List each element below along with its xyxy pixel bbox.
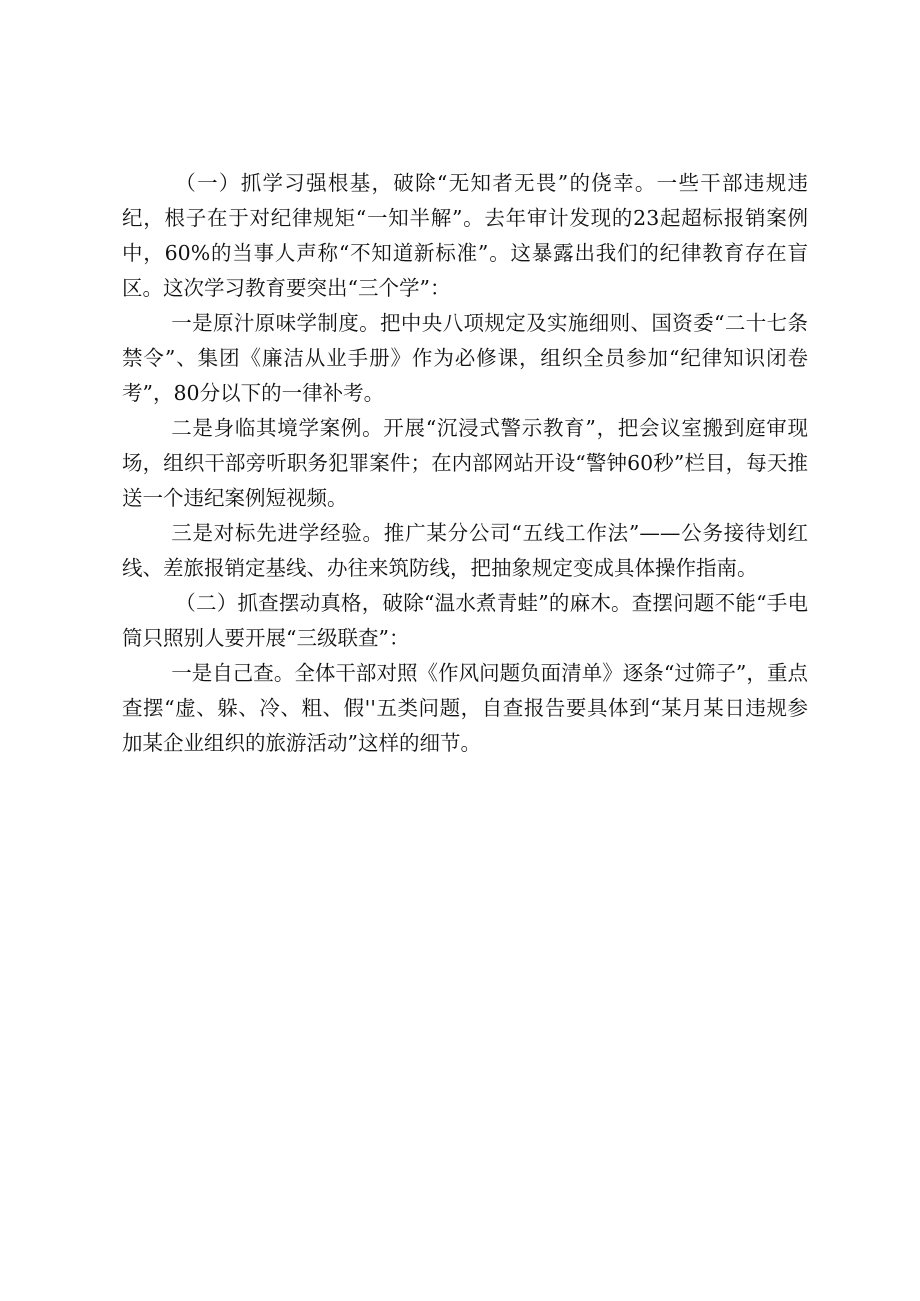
section-one-paragraph: （一）抓学习强根基，破除“无知者无畏”的侥幸。一些干部违规违纪，根子在于对纪律规矩“一知半解”。去年审计发现的23起超标报销案例中，60%的当事人声称“不知道新标准”。这暴露出我们的纪律教育存在盲区。这次学习教育要突出“三个学”： [122,171,808,300]
study-item-one-paragraph: 一是原汁原味学制度。把中央八项规定及实施细则、国资委“二十七条禁令”、集团《廉洁从业手册》作为必修课，组织全员参加“纪律知识闭卷考”，80分以下的一律补考。 [122,311,808,405]
section-two-paragraph: （二）抓查摆动真格，破除“温水煮青蛙”的麻木。查摆问题不能“手电筒只照别人要开展“三级联查”： [122,591,808,650]
check-item-one-paragraph: 一是自己查。全体干部对照《作风问题负面清单》逐条“过筛子”，重点查摆“虚、躲、冷、粗、假''五类问题，自查报告要具体到“某月某日违规参加某企业组织的旅游活动”这样的细节。 [122,661,808,755]
document-body [122,166,808,761]
study-item-three-paragraph: 三是对标先进学经验。推广某分公司“五线工作法”——公务接待划红线、差旅报销定基线、办往来筑防线，把抽象规定变成具体操作指南。 [122,521,808,580]
study-item-two-paragraph: 二是身临其境学案例。开展“沉浸式警示教育”，把会议室搬到庭审现场，组织干部旁听职务犯罪案件；在内部网站开设“警钟60秒”栏目，每天推送一个违纪案例短视频。 [122,416,808,510]
